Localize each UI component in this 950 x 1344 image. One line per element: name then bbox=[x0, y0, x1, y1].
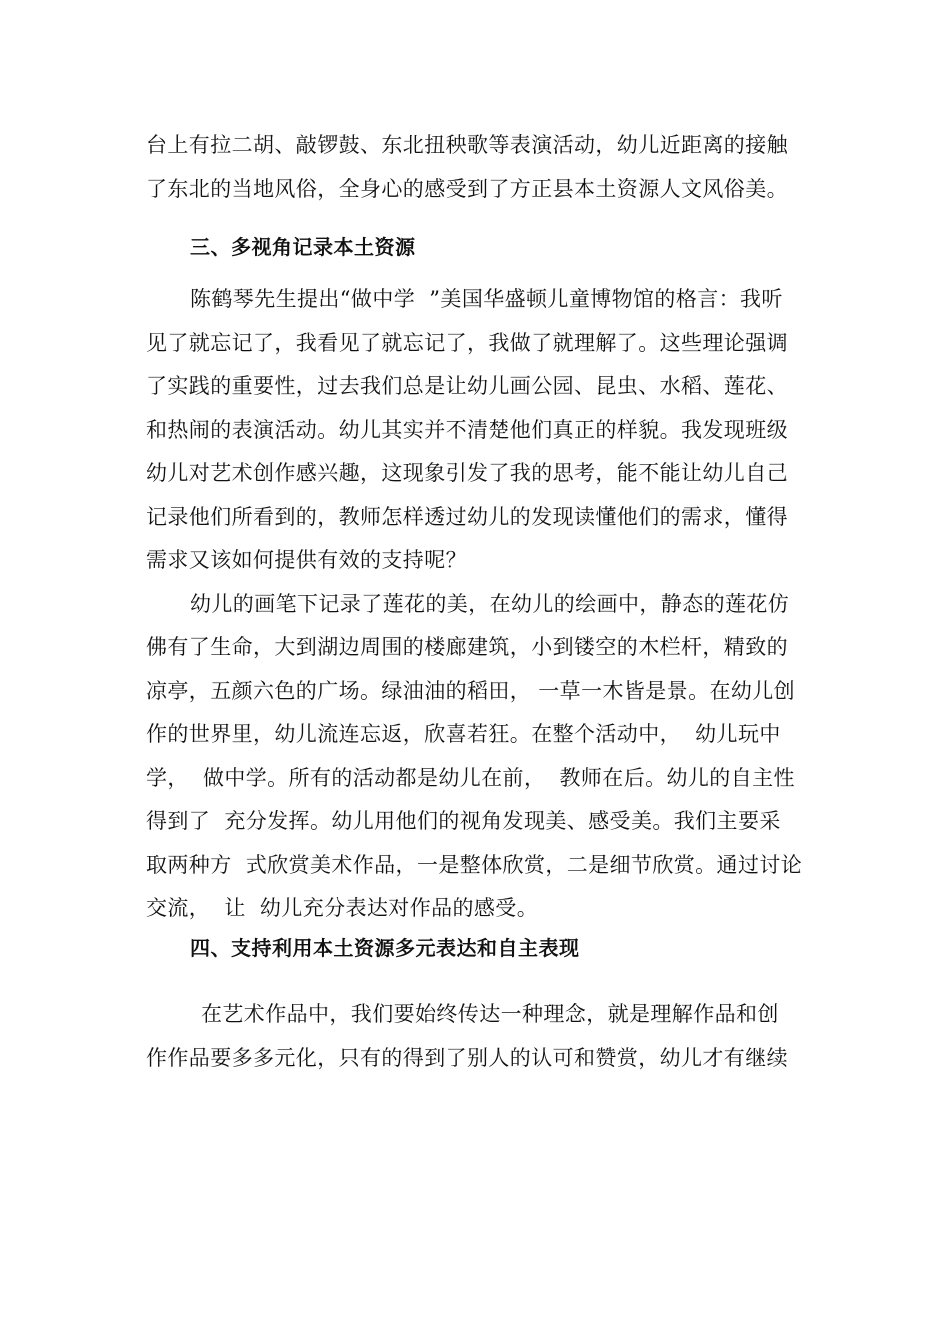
paragraph-line: 学， 做中学。所有的活动都是幼儿在前， 教师在后。幼儿的自主性 bbox=[146, 766, 795, 790]
section-heading-3: 三、多视角记录本土资源 bbox=[190, 235, 416, 259]
paragraph-line: 佛有了生命，大到湖边周围的楼廊建筑，小到镂空的木栏杆，精致的 bbox=[146, 635, 788, 659]
paragraph-line: 陈鹤琴先生提出“做中学 ”美国华盛顿儿童博物馆的格言：我听 bbox=[190, 287, 783, 311]
paragraph-line: 得到了 充分发挥。幼儿用他们的视角发现美、感受美。我们主要采 bbox=[146, 809, 781, 833]
paragraph-line: 需求又该如何提供有效的支持呢？ bbox=[146, 548, 467, 572]
paragraph-line: 了东北的当地风俗，全身心的感受到了方正县本土资源人文风俗美。 bbox=[146, 177, 788, 201]
paragraph-line: 了实践的重要性，过去我们总是让幼儿画公园、昆虫、水稻、莲花、 bbox=[146, 374, 788, 398]
paragraph-line: 幼儿对艺术创作感兴趣，这现象引发了我的思考，能不能让幼儿自己 bbox=[146, 461, 788, 485]
paragraph-line: 台上有拉二胡、敲锣鼓、东北扭秧歌等表演活动，幼儿近距离的接触 bbox=[146, 133, 788, 157]
paragraph-line: 幼儿的画笔下记录了莲花的美，在幼儿的绘画中，静态的莲花仿 bbox=[190, 592, 790, 616]
paragraph-line: 作作品要多多元化，只有的得到了别人的认可和赞赏，幼儿才有继续 bbox=[146, 1046, 788, 1070]
paragraph-line: 作的世界里，幼儿流连忘返，欣喜若狂。在整个活动中， 幼儿玩中 bbox=[146, 722, 781, 746]
paragraph-line: 见了就忘记了，我看见了就忘记了，我做了就理解了。这些理论强调 bbox=[146, 331, 788, 355]
paragraph-line: 记录他们所看到的，教师怎样透过幼儿的发现读懂他们的需求，懂得 bbox=[146, 505, 788, 529]
paragraph-line: 凉亭，五颜六色的广场。绿油油的稻田， 一草一木皆是景。在幼儿创 bbox=[146, 679, 796, 703]
paragraph-line: 在艺术作品中，我们要始终传达一种理念，就是理解作品和创 bbox=[201, 1002, 779, 1026]
paragraph-line: 交流， 让 幼儿充分表达对作品的感受。 bbox=[146, 896, 539, 920]
section-heading-4: 四、支持利用本土资源多元表达和自主表现 bbox=[190, 936, 580, 960]
paragraph-line: 取两种方 式欣赏美术作品，一是整体欣赏，二是细节欣赏。通过讨论 bbox=[146, 853, 803, 877]
paragraph-line: 和热闹的表演活动。幼儿其实并不清楚他们真正的样貌。我发现班级 bbox=[146, 418, 788, 442]
